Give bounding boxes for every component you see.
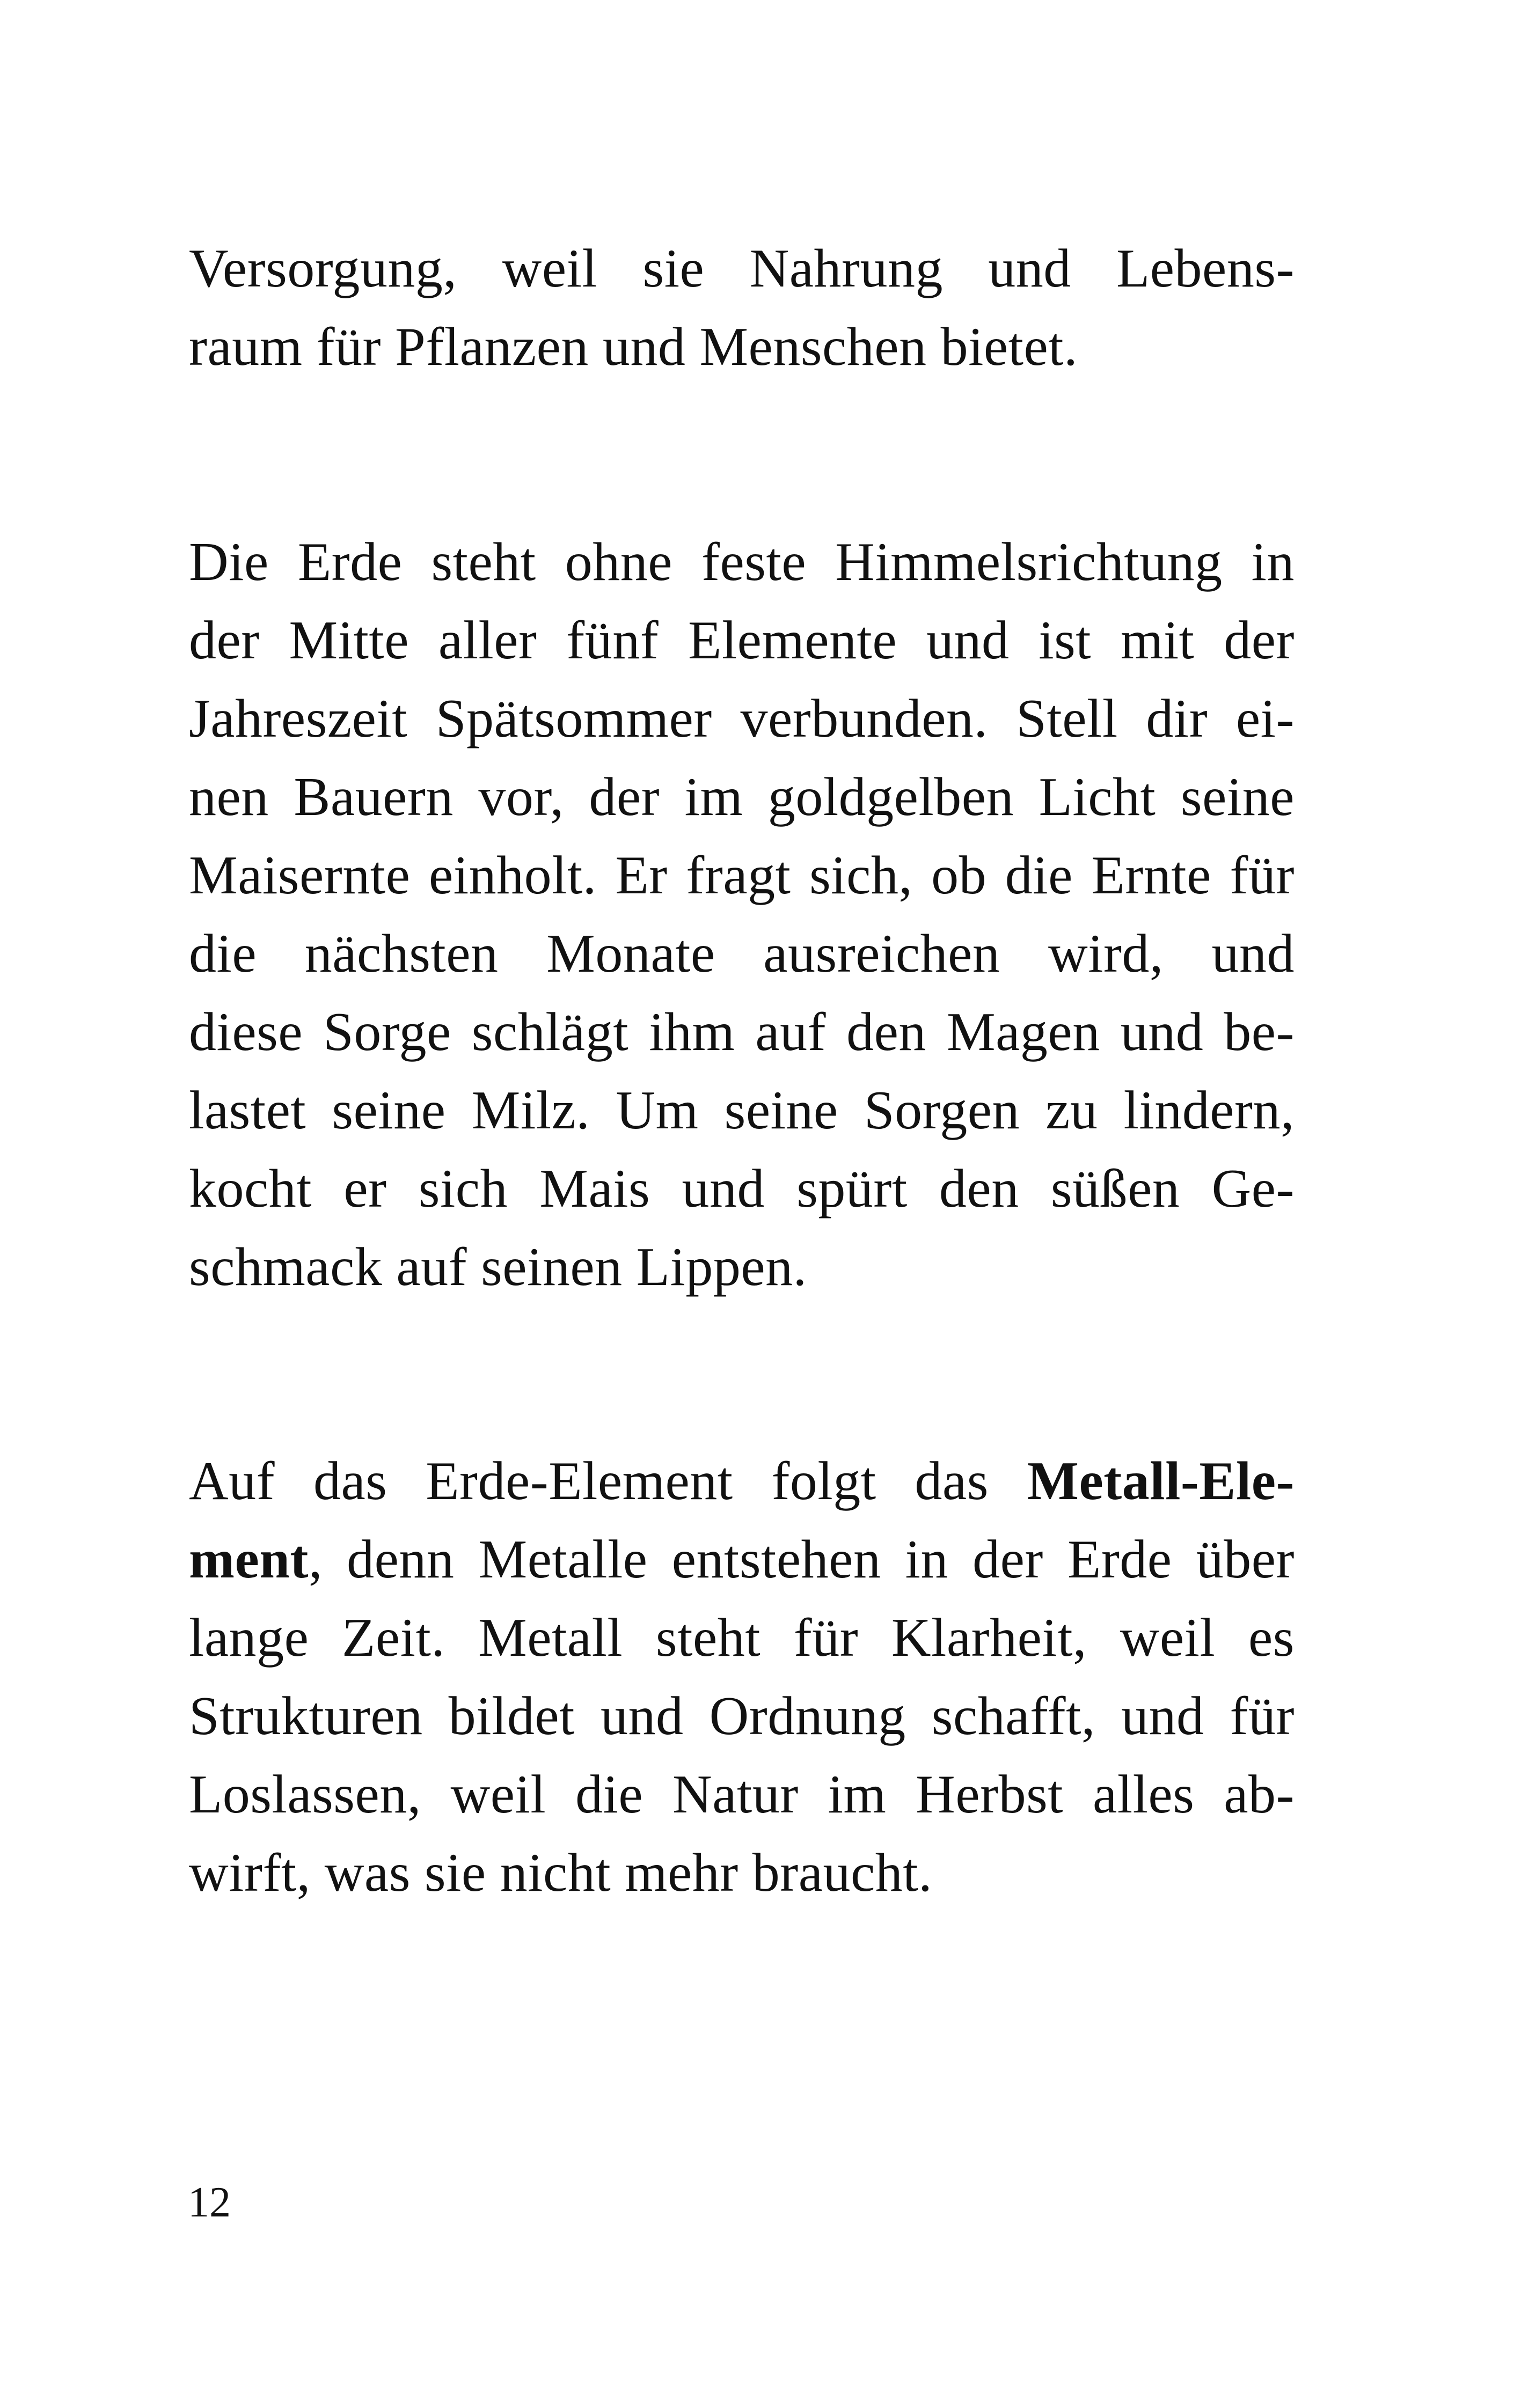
paragraph-2-line-7: diese Sorge schlägt ihm auf den Magen und be-: [189, 1002, 1295, 1062]
paragraph-3-line-5: Loslassen, weil die Natur im Herbst alles ab-: [189, 1764, 1295, 1825]
paragraph-3-line-6: wirft, was sie nicht mehr braucht.: [189, 1842, 933, 1903]
paragraph-2-line-6: die nächsten Monate ausreichen wird, und: [189, 923, 1295, 984]
paragraph-1-line-1: Versorgung, weil sie Nahrung und Lebens-: [189, 238, 1295, 299]
bold-term: Metall-Ele-: [1027, 1451, 1295, 1511]
page-number: 12: [188, 2179, 231, 2226]
paragraph-2-line-5: Maisernte einholt. Er fragt sich, ob die Ernte für: [189, 845, 1295, 906]
paragraph-2-line-3: Jahreszeit Spätsommer verbunden. Stell dir ei-: [189, 688, 1295, 749]
bold-term: ment: [189, 1529, 309, 1590]
paragraph-3-line-3: lange Zeit. Metall steht für Klarheit, weil es: [189, 1607, 1295, 1668]
paragraph-2-line-2: der Mitte aller fünf Elemente und ist mit der: [189, 610, 1295, 671]
paragraph-2-line-4: nen Bauern vor, der im goldgelben Licht seine: [189, 767, 1295, 827]
line-text: , denn Metalle entstehen in der Erde über: [308, 1529, 1295, 1590]
paragraph-2-line-8: lastet seine Milz. Um seine Sorgen zu lindern,: [189, 1080, 1295, 1141]
paragraph-2-line-1: Die Erde steht ohne feste Himmelsrichtung in: [189, 532, 1295, 592]
paragraph-2-line-10: schmack auf seinen Lippen.: [189, 1237, 807, 1297]
paragraph-3-line-4: Strukturen bildet und Ordnung schafft, und für: [189, 1686, 1295, 1746]
paragraph-2-line-9: kocht er sich Mais und spürt den süßen Ge-: [189, 1158, 1295, 1219]
paragraph-1-line-2: raum für Pflanzen und Menschen bietet.: [189, 317, 1078, 377]
paragraph-3-line-2: [189, 1521, 1295, 1599]
line-text: Auf das Erde-Element folgt das: [189, 1451, 1027, 1511]
paragraph-3-line-1: [189, 1442, 1295, 1521]
